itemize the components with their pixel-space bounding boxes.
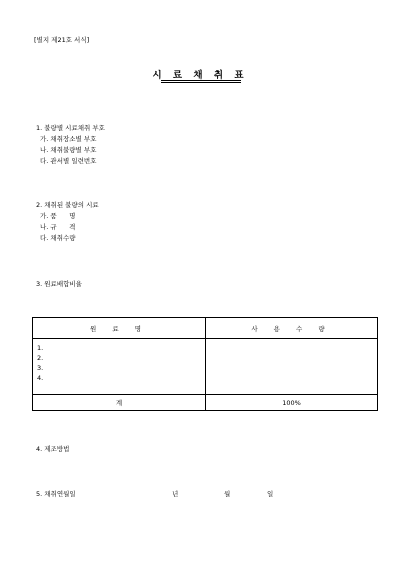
table-row: 3.	[37, 364, 44, 372]
table-row: 1.	[37, 344, 44, 352]
form-number: [별지 제21호 서식]	[34, 36, 90, 44]
section1-item-c: 다. 관서별 일련번호	[40, 157, 97, 165]
section5-heading: 5. 채취연월일	[36, 490, 76, 498]
section3-heading: 3. 원료배합비율	[36, 280, 82, 288]
section1-item-a: 가. 채취장소별 부호	[40, 135, 97, 143]
section1-heading: 1. 불량별 시료채취 부호	[36, 124, 105, 132]
table-total-label: 계	[33, 395, 206, 411]
date-year-label: 년	[172, 490, 179, 498]
table-header-quantity: 사 용 수 량	[206, 318, 378, 339]
section4-heading: 4. 제조방법	[36, 445, 70, 453]
table-rows-cell	[33, 339, 206, 395]
section2-item-b: 나. 규 격	[40, 223, 76, 231]
table-row: 2.	[37, 354, 44, 362]
table-total-value: 100%	[206, 395, 378, 411]
title-underline-second	[161, 82, 241, 83]
date-day-label: 일	[267, 490, 274, 498]
date-month-label: 월	[224, 490, 231, 498]
section2-heading: 2. 채취된 불량의 시료	[36, 201, 99, 209]
ingredient-ratio-table	[32, 317, 378, 411]
section2-item-a: 가. 품 명	[40, 212, 76, 220]
table-quantity-cell	[206, 339, 378, 395]
section2-item-c: 다. 채취수량	[40, 234, 76, 242]
section1-item-b: 나. 채취불량별 부호	[40, 146, 97, 154]
table-header-ingredient: 원 료 명	[33, 318, 206, 339]
title-underline	[161, 80, 241, 81]
page-title: 시 료 채 취 표	[152, 70, 248, 81]
table-row: 4.	[37, 374, 44, 382]
